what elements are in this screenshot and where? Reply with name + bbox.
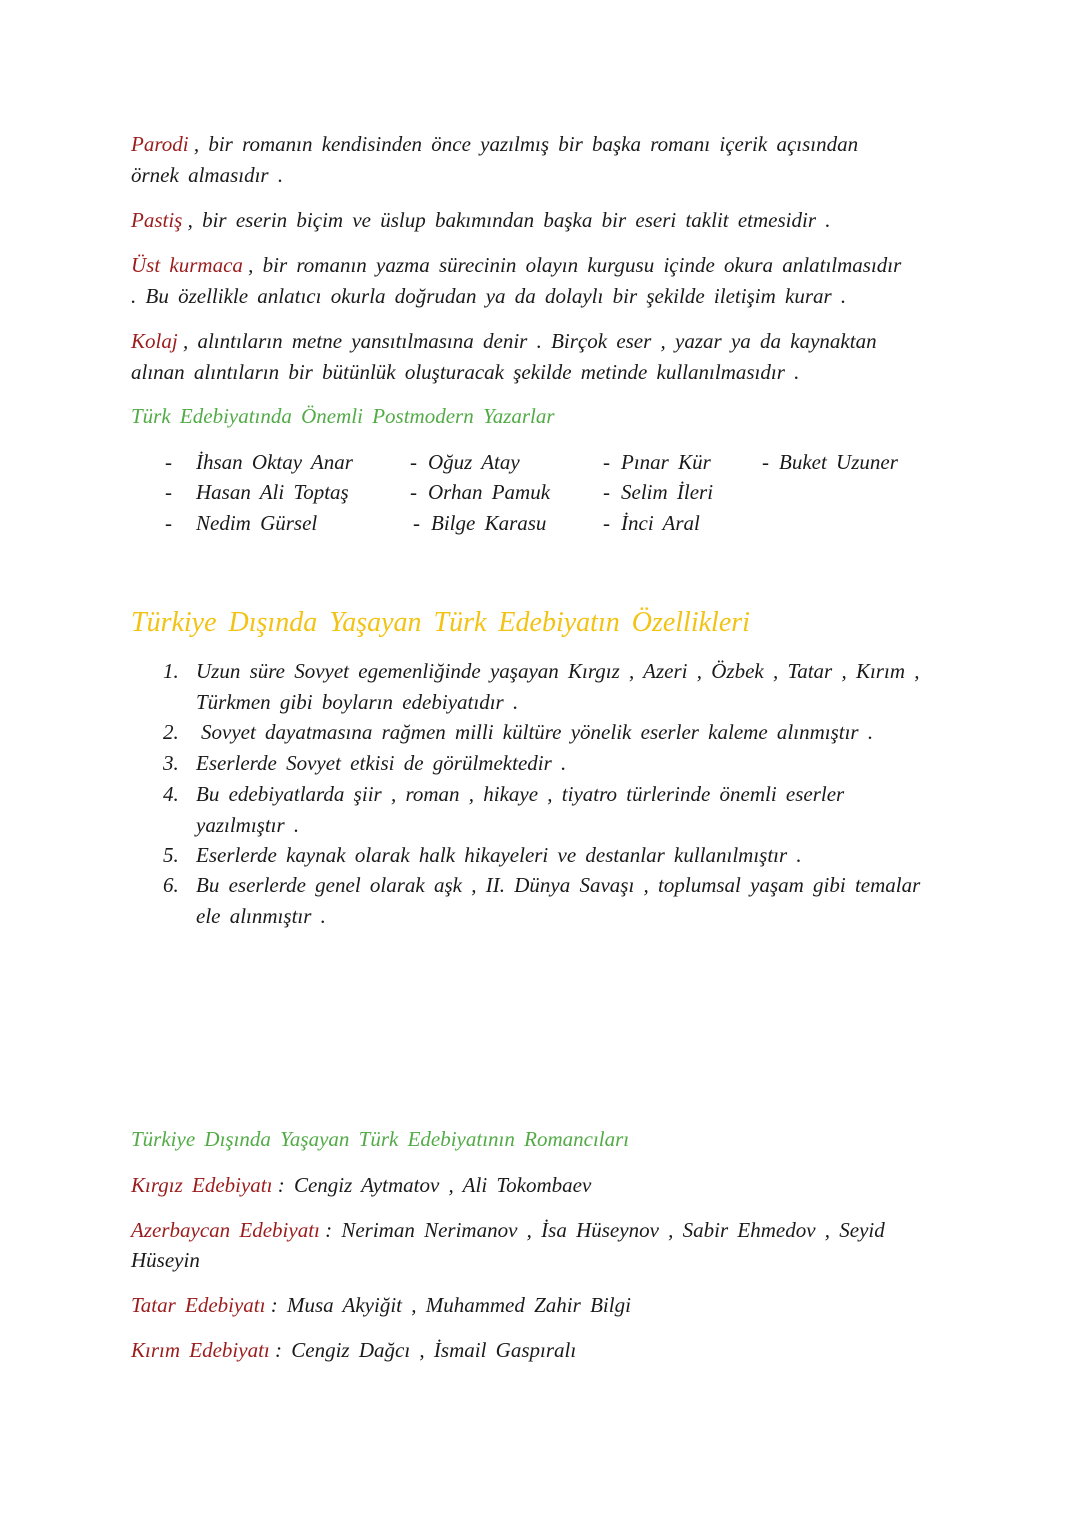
definition-text: , bir romanın yazma sürecinin olayın kurgusu içinde okura anlatılmasıdır (248, 253, 902, 277)
list-number: 3. (163, 751, 179, 775)
list-bullet: - (165, 511, 172, 535)
author-name: Hasan Ali Toptaş (196, 480, 349, 504)
list-item-text: Uzun süre Sovyet egemenliğinde yaşayan Kırgız , Azeri , Özbek , Tatar , Kırım , (196, 659, 920, 683)
definition-text: , bir eserin biçim ve üslup bakımından başka bir eseri taklit etmesidir . (187, 208, 831, 232)
list-bullet: - (165, 450, 172, 474)
list-item-text: Sovyet dayatmasına rağmen milli kültüre yönelik eserler kaleme alınmıştır . (201, 720, 874, 744)
definition-kolaj (131, 326, 877, 356)
definition-text: örnek almasıdır . (131, 163, 284, 187)
novelist-names: : Cengiz Aytmatov , Ali Tokombaev (277, 1173, 592, 1197)
term-kolaj: Kolaj (131, 329, 178, 353)
literature-label: Kırım Edebiyatı (131, 1338, 270, 1362)
term-ust-kurmaca: Üst kurmaca (131, 253, 243, 277)
definition-text: , alıntıların metne yansıtılmasına denir . Birçok eser , yazar ya da kaynaktan (182, 329, 877, 353)
section-heading-features: Türkiye Dışında Yaşayan Türk Edebiyatın Özellikleri (131, 607, 750, 638)
definition-ust-kurmaca (131, 250, 901, 280)
list-item-text: Bu eserlerde genel olarak aşk , II. Dünya Savaşı , toplumsal yaşam gibi temalar (196, 873, 921, 897)
definition-text: alınan alıntıların bir bütünlük oluşturacak şekilde metinde kullanılmasıdır . (131, 360, 800, 384)
author-name: Nedim Gürsel (196, 511, 318, 535)
author-name: Bilge Karasu (431, 511, 547, 535)
novelist-names: : Neriman Nerimanov , İsa Hüseynov , Sabir Ehmedov , Seyid (325, 1218, 885, 1242)
list-number: 6. (163, 873, 179, 897)
novelists-heading: Türkiye Dışında Yaşayan Türk Edebiyatının Romancıları (131, 1127, 630, 1151)
list-bullet: - (603, 480, 610, 504)
definition-text: , bir romanın kendisinden önce yazılmış bir başka romanı içerik açısından (193, 132, 859, 156)
novelist-entry-kirim (131, 1335, 576, 1365)
list-number: 5. (163, 843, 179, 867)
literature-label: Tatar Edebiyatı (131, 1293, 266, 1317)
novelist-names: Hüseyin (131, 1248, 200, 1272)
author-name: Orhan Pamuk (428, 480, 551, 504)
definition-pastis (131, 205, 831, 235)
list-number: 2. (163, 720, 179, 744)
list-bullet: - (762, 450, 769, 474)
list-bullet: - (165, 480, 172, 504)
literature-label: Kırgız Edebiyatı (131, 1173, 273, 1197)
list-item-text: Türkmen gibi boyların edebiyatıdır . (196, 690, 519, 714)
term-pastis: Pastiş (131, 208, 183, 232)
author-name: Buket Uzuner (779, 450, 898, 474)
author-name: Selim İleri (621, 480, 714, 504)
novelist-names: : Musa Akyiğit , Muhammed Zahir Bilgi (270, 1293, 631, 1317)
novelist-entry-azerbaycan (131, 1215, 885, 1245)
novelist-names: : Cengiz Dağcı , İsmail Gaspıralı (275, 1338, 577, 1362)
list-bullet: - (603, 450, 610, 474)
novelist-entry-tatar (131, 1290, 631, 1320)
author-name: Pınar Kür (621, 450, 711, 474)
list-bullet: - (413, 511, 420, 535)
list-item-text: Bu edebiyatlarda şiir , roman , hikaye , tiyatro türlerinde önemli eserler (196, 782, 845, 806)
list-bullet: - (410, 450, 417, 474)
list-item-text: yazılmıştır . (196, 813, 300, 837)
list-bullet: - (603, 511, 610, 535)
list-bullet: - (410, 480, 417, 504)
list-number: 1. (163, 659, 179, 683)
term-parodi: Parodi (131, 132, 189, 156)
definition-text: . Bu özellikle anlatıcı okurla doğrudan ya da dolaylı bir şekilde iletişim kurar . (131, 284, 847, 308)
author-name: İhsan Oktay Anar (196, 450, 353, 474)
postmodern-heading: Türk Edebiyatında Önemli Postmodern Yazarlar (131, 404, 555, 428)
list-number: 4. (163, 782, 179, 806)
list-item-text: Eserlerde Sovyet etkisi de görülmektedir . (196, 751, 567, 775)
literature-label: Azerbaycan Edebiyatı (131, 1218, 320, 1242)
author-name: İnci Aral (621, 511, 700, 535)
definition-parodi (131, 129, 858, 159)
author-name: Oğuz Atay (428, 450, 520, 474)
list-item-text: Eserlerde kaynak olarak halk hikayeleri ve destanlar kullanılmıştır . (196, 843, 802, 867)
novelist-entry-kirgiz (131, 1170, 591, 1200)
list-item-text: ele alınmıştır . (196, 904, 326, 928)
